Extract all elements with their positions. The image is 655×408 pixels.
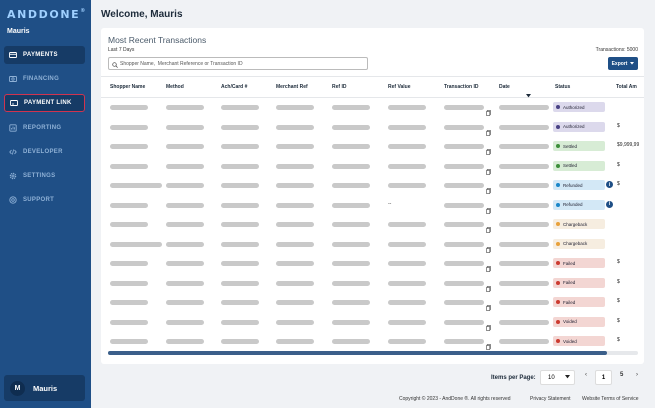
placeholder-bar: [388, 144, 426, 149]
copy-icon[interactable]: [486, 298, 491, 304]
page-1-button[interactable]: 1: [595, 370, 612, 385]
placeholder-bar: [332, 183, 370, 188]
sidebar-item-label: REPORTING: [23, 125, 62, 131]
table-row[interactable]: [101, 293, 644, 313]
status-dot: [556, 105, 560, 109]
table-body: [101, 98, 644, 352]
placeholder-bar: [388, 300, 426, 305]
org-name: Mauris: [7, 28, 30, 35]
placeholder-bar: [221, 164, 259, 169]
placeholder-bar: [276, 125, 314, 130]
placeholder-bar: [332, 300, 370, 305]
ref-value-cell: --: [388, 200, 392, 207]
placeholder-bar: [276, 222, 314, 227]
placeholder-bar: [276, 203, 314, 208]
placeholder-bar: [166, 125, 204, 130]
sidebar-item-label: PAYMENTS: [23, 52, 58, 58]
table-row[interactable]: [101, 254, 644, 274]
sidebar-item-label: SETTINGS: [23, 173, 56, 179]
copy-icon[interactable]: [486, 259, 491, 265]
placeholder-bar: [499, 164, 549, 169]
copy-icon[interactable]: [486, 318, 491, 324]
placeholder-bar: [166, 320, 204, 325]
status-label: Refunded: [563, 182, 583, 188]
placeholder-bar: [166, 261, 204, 266]
status-label: Chargeback: [563, 241, 588, 246]
placeholder-bar: [332, 339, 370, 344]
placeholder-bar: [444, 164, 484, 169]
placeholder-bar: [166, 164, 204, 169]
placeholder-bar: [444, 144, 484, 149]
copy-icon[interactable]: [486, 337, 491, 343]
sidebar-item-payment-link[interactable]: [4, 94, 85, 112]
placeholder-bar: [444, 281, 484, 286]
placeholder-bar: [221, 300, 259, 305]
info-icon[interactable]: i: [606, 181, 613, 188]
search-input[interactable]: [120, 61, 360, 67]
transactions-table: [101, 76, 644, 352]
status-dot: [556, 261, 560, 265]
anddone-logo[interactable]: ANDDONE®: [7, 8, 87, 21]
placeholder-bar: [110, 339, 148, 344]
status-badge: [553, 317, 605, 327]
placeholder-bar: [221, 339, 259, 344]
status-dot: [556, 339, 560, 343]
placeholder-bar: [499, 242, 549, 247]
status-dot: [556, 183, 560, 187]
placeholder-bar: [444, 320, 484, 325]
placeholder-bar: [221, 144, 259, 149]
placeholder-bar: [388, 222, 426, 227]
sidebar-item-label: PAYMENT LINK: [24, 100, 72, 106]
table-row[interactable]: [101, 98, 644, 118]
placeholder-bar: [221, 105, 259, 110]
placeholder-bar: [388, 261, 426, 266]
reporting-icon: [9, 124, 17, 132]
placeholder-bar: [444, 242, 484, 247]
placeholder-bar: [332, 261, 370, 266]
placeholder-bar: [276, 320, 314, 325]
copy-icon[interactable]: [486, 142, 491, 148]
placeholder-bar: [388, 164, 426, 169]
table-row[interactable]: [101, 118, 644, 138]
placeholder-bar: [499, 300, 549, 305]
sidebar-item-payments[interactable]: [4, 46, 85, 64]
table-row[interactable]: [101, 215, 644, 235]
total-amount-cell: $: [617, 337, 620, 343]
placeholder-bar: [166, 242, 204, 247]
info-icon[interactable]: i: [606, 201, 613, 208]
chevron-down-icon: [565, 375, 570, 381]
placeholder-bar: [332, 281, 370, 286]
status-label: Voided: [563, 319, 577, 324]
placeholder-bar: [276, 300, 314, 305]
placeholder-bar: [110, 281, 148, 286]
placeholder-bar: [499, 183, 549, 188]
status-badge: [553, 258, 605, 268]
copy-icon[interactable]: [486, 240, 491, 246]
placeholder-bar: [276, 242, 314, 247]
gear-icon: [9, 172, 17, 180]
status-label: Failed: [563, 299, 576, 305]
scrollbar-thumb[interactable]: [108, 351, 607, 355]
placeholder-bar: [388, 339, 426, 344]
placeholder-bar: [221, 203, 259, 208]
column-header[interactable]: Ref Value: [388, 84, 411, 90]
placeholder-bar: [332, 242, 370, 247]
placeholder-bar: [166, 339, 204, 344]
placeholder-bar: [444, 183, 484, 188]
copyright-text: Copyright © 2023 - AndDone ®. All rights reserved: [399, 396, 511, 402]
placeholder-bar: [276, 183, 314, 188]
items-per-page-value: 10: [548, 374, 555, 381]
chevron-down-icon: [630, 61, 634, 67]
copy-icon[interactable]: [486, 279, 491, 285]
placeholder-bar: [166, 203, 204, 208]
placeholder-bar: [221, 183, 259, 188]
placeholder-bar: [221, 281, 259, 286]
placeholder-bar: [276, 105, 314, 110]
total-amount-cell: $9,999,99: [617, 142, 640, 148]
placeholder-bar: [444, 105, 484, 110]
placeholder-bar: [221, 125, 259, 130]
prev-page-button[interactable]: ‹: [585, 372, 587, 378]
total-amount-cell: $: [617, 317, 620, 324]
search-icon: [112, 55, 118, 73]
total-amount-cell: $: [617, 161, 620, 168]
date-range-label: Last 7 Days: [108, 47, 135, 53]
payment-link-icon: [10, 99, 18, 107]
copy-icon[interactable]: [486, 220, 491, 226]
table-row[interactable]: [101, 235, 644, 255]
placeholder-bar: [499, 320, 549, 325]
table-row[interactable]: [101, 274, 644, 294]
sidebar-item-label: SUPPORT: [23, 197, 55, 203]
placeholder-bar: [444, 125, 484, 130]
placeholder-bar: [110, 125, 148, 130]
column-header[interactable]: Transaction ID: [444, 84, 479, 90]
copy-icon[interactable]: [486, 103, 491, 109]
column-header[interactable]: Date: [499, 84, 510, 90]
placeholder-bar: [166, 144, 204, 149]
sidebar-item-label: FINANCING: [23, 76, 60, 82]
placeholder-bar: [332, 125, 370, 130]
column-header[interactable]: Total Am: [616, 84, 637, 90]
status-badge: [553, 336, 605, 346]
placeholder-bar: [499, 222, 549, 227]
placeholder-bar: [388, 281, 426, 286]
sidebar-item-label: DEVELOPER: [23, 149, 63, 155]
placeholder-bar: [276, 164, 314, 169]
status-dot: [556, 164, 560, 168]
avatar: M: [10, 381, 25, 396]
placeholder-bar: [388, 125, 426, 130]
placeholder-bar: [110, 144, 148, 149]
placeholder-bar: [166, 300, 204, 305]
payments-icon: [9, 51, 17, 59]
table-row[interactable]: [101, 137, 644, 157]
column-header[interactable]: Method: [166, 84, 184, 90]
copy-icon[interactable]: [486, 162, 491, 168]
copy-icon[interactable]: [486, 123, 491, 129]
user-name: Mauris: [33, 383, 58, 393]
horizontal-scrollbar[interactable]: [108, 351, 638, 355]
placeholder-bar: [499, 281, 549, 286]
items-per-page-select[interactable]: [540, 370, 575, 385]
export-label: Export: [611, 60, 628, 67]
status-dot: [556, 300, 560, 304]
column-header[interactable]: Ref ID: [332, 84, 347, 90]
status-label: Chargeback: [563, 221, 588, 227]
placeholder-bar: [166, 105, 204, 110]
placeholder-bar: [166, 183, 204, 188]
placeholder-bar: [110, 105, 148, 110]
financing-icon: [9, 75, 17, 83]
copy-icon[interactable]: [486, 201, 491, 207]
sidebar-item-settings[interactable]: [4, 167, 85, 185]
placeholder-bar: [444, 300, 484, 305]
placeholder-bar: [499, 144, 549, 149]
code-icon: [9, 148, 17, 156]
status-badge: [553, 141, 605, 151]
status-dot: [556, 242, 560, 246]
transactions-count: Transactions: 5000: [595, 47, 638, 53]
placeholder-bar: [276, 144, 314, 149]
table-row[interactable]: [101, 157, 644, 177]
placeholder-bar: [276, 261, 314, 266]
status-dot: [556, 144, 560, 148]
sidebar-item-financing[interactable]: [4, 70, 85, 88]
placeholder-bar: [444, 222, 484, 227]
copy-icon[interactable]: [486, 181, 491, 187]
table-row[interactable]: [101, 176, 644, 196]
terms-link[interactable]: Website Terms of Service: [582, 396, 639, 402]
status-badge: [553, 297, 605, 307]
card-title: Most Recent Transactions: [108, 35, 207, 45]
placeholder-bar: [221, 222, 259, 227]
sidebar-item-support[interactable]: [4, 191, 85, 209]
status-dot: [556, 281, 560, 285]
status-label: Failed: [563, 280, 576, 285]
placeholder-bar: [499, 125, 549, 130]
status-badge: [553, 239, 605, 249]
placeholder-bar: [332, 203, 370, 208]
status-label: Authorized: [563, 104, 585, 110]
placeholder-bar: [110, 222, 148, 227]
support-icon: [9, 196, 17, 204]
items-per-page-label: Items per Page:: [491, 375, 536, 381]
total-amount-cell: $: [617, 278, 620, 285]
page-title: Welcome, Mauris: [101, 9, 183, 20]
status-badge: [553, 122, 605, 132]
status-dot: [556, 203, 560, 207]
search-box[interactable]: [108, 57, 368, 70]
status-dot: [556, 222, 560, 226]
status-badge: [553, 200, 605, 210]
placeholder-bar: [110, 300, 148, 305]
user-menu[interactable]: [4, 375, 85, 401]
status-label: Failed: [563, 260, 576, 266]
placeholder-bar: [110, 242, 162, 247]
status-dot: [556, 125, 560, 129]
table-row[interactable]: [101, 313, 644, 333]
status-badge: [553, 219, 605, 229]
next-page-button[interactable]: ›: [636, 372, 638, 378]
placeholder-bar: [110, 164, 148, 169]
status-label: Refunded: [563, 202, 583, 207]
table-header: [101, 76, 644, 98]
column-header[interactable]: Merchant Ref: [276, 84, 308, 90]
sidebar-item-developer[interactable]: [4, 143, 85, 161]
placeholder-bar: [388, 320, 426, 325]
column-header[interactable]: Shopper Name: [110, 84, 146, 90]
status-badge: [553, 102, 605, 112]
status-badge: [553, 278, 605, 288]
placeholder-bar: [110, 320, 148, 325]
column-header[interactable]: Status: [555, 84, 571, 90]
status-badge: [553, 161, 605, 171]
table-row[interactable]: [101, 332, 644, 352]
privacy-link[interactable]: Privacy Statement: [530, 396, 571, 402]
placeholder-bar: [444, 261, 484, 266]
placeholder-bar: [166, 222, 204, 227]
placeholder-bar: [499, 203, 549, 208]
status-label: Settled: [563, 163, 578, 168]
column-header[interactable]: Ach/Card #: [221, 84, 248, 90]
placeholder-bar: [332, 320, 370, 325]
placeholder-bar: [444, 203, 484, 208]
placeholder-bar: [499, 339, 549, 344]
status-dot: [556, 320, 560, 324]
status-label: Voided: [563, 338, 577, 344]
placeholder-bar: [499, 105, 549, 110]
total-amount-cell: $: [617, 298, 620, 304]
transactions-card: [101, 28, 644, 364]
placeholder-bar: [499, 261, 549, 266]
placeholder-bar: [388, 183, 426, 188]
placeholder-bar: [276, 281, 314, 286]
export-button[interactable]: [608, 57, 638, 70]
sidebar: [0, 0, 91, 408]
placeholder-bar: [388, 242, 426, 247]
placeholder-bar: [221, 261, 259, 266]
placeholder-bar: [221, 320, 259, 325]
sidebar-item-reporting[interactable]: [4, 119, 85, 137]
table-row[interactable]: [101, 196, 644, 216]
placeholder-bar: [332, 105, 370, 110]
placeholder-bar: [332, 144, 370, 149]
placeholder-bar: [166, 281, 204, 286]
placeholder-bar: [110, 261, 148, 266]
status-label: Settled: [563, 143, 578, 149]
status-label: Authorized: [563, 124, 585, 129]
total-amount-cell: $: [617, 181, 620, 187]
placeholder-bar: [221, 242, 259, 247]
placeholder-bar: [332, 222, 370, 227]
placeholder-bar: [276, 339, 314, 344]
placeholder-bar: [332, 164, 370, 169]
placeholder-bar: [388, 105, 426, 110]
status-badge: [553, 180, 605, 190]
placeholder-bar: [444, 339, 484, 344]
page-5-button[interactable]: 5: [620, 372, 624, 378]
placeholder-bar: [110, 203, 148, 208]
total-amount-cell: $: [617, 259, 620, 265]
total-amount-cell: $: [617, 122, 620, 129]
placeholder-bar: [110, 183, 162, 188]
